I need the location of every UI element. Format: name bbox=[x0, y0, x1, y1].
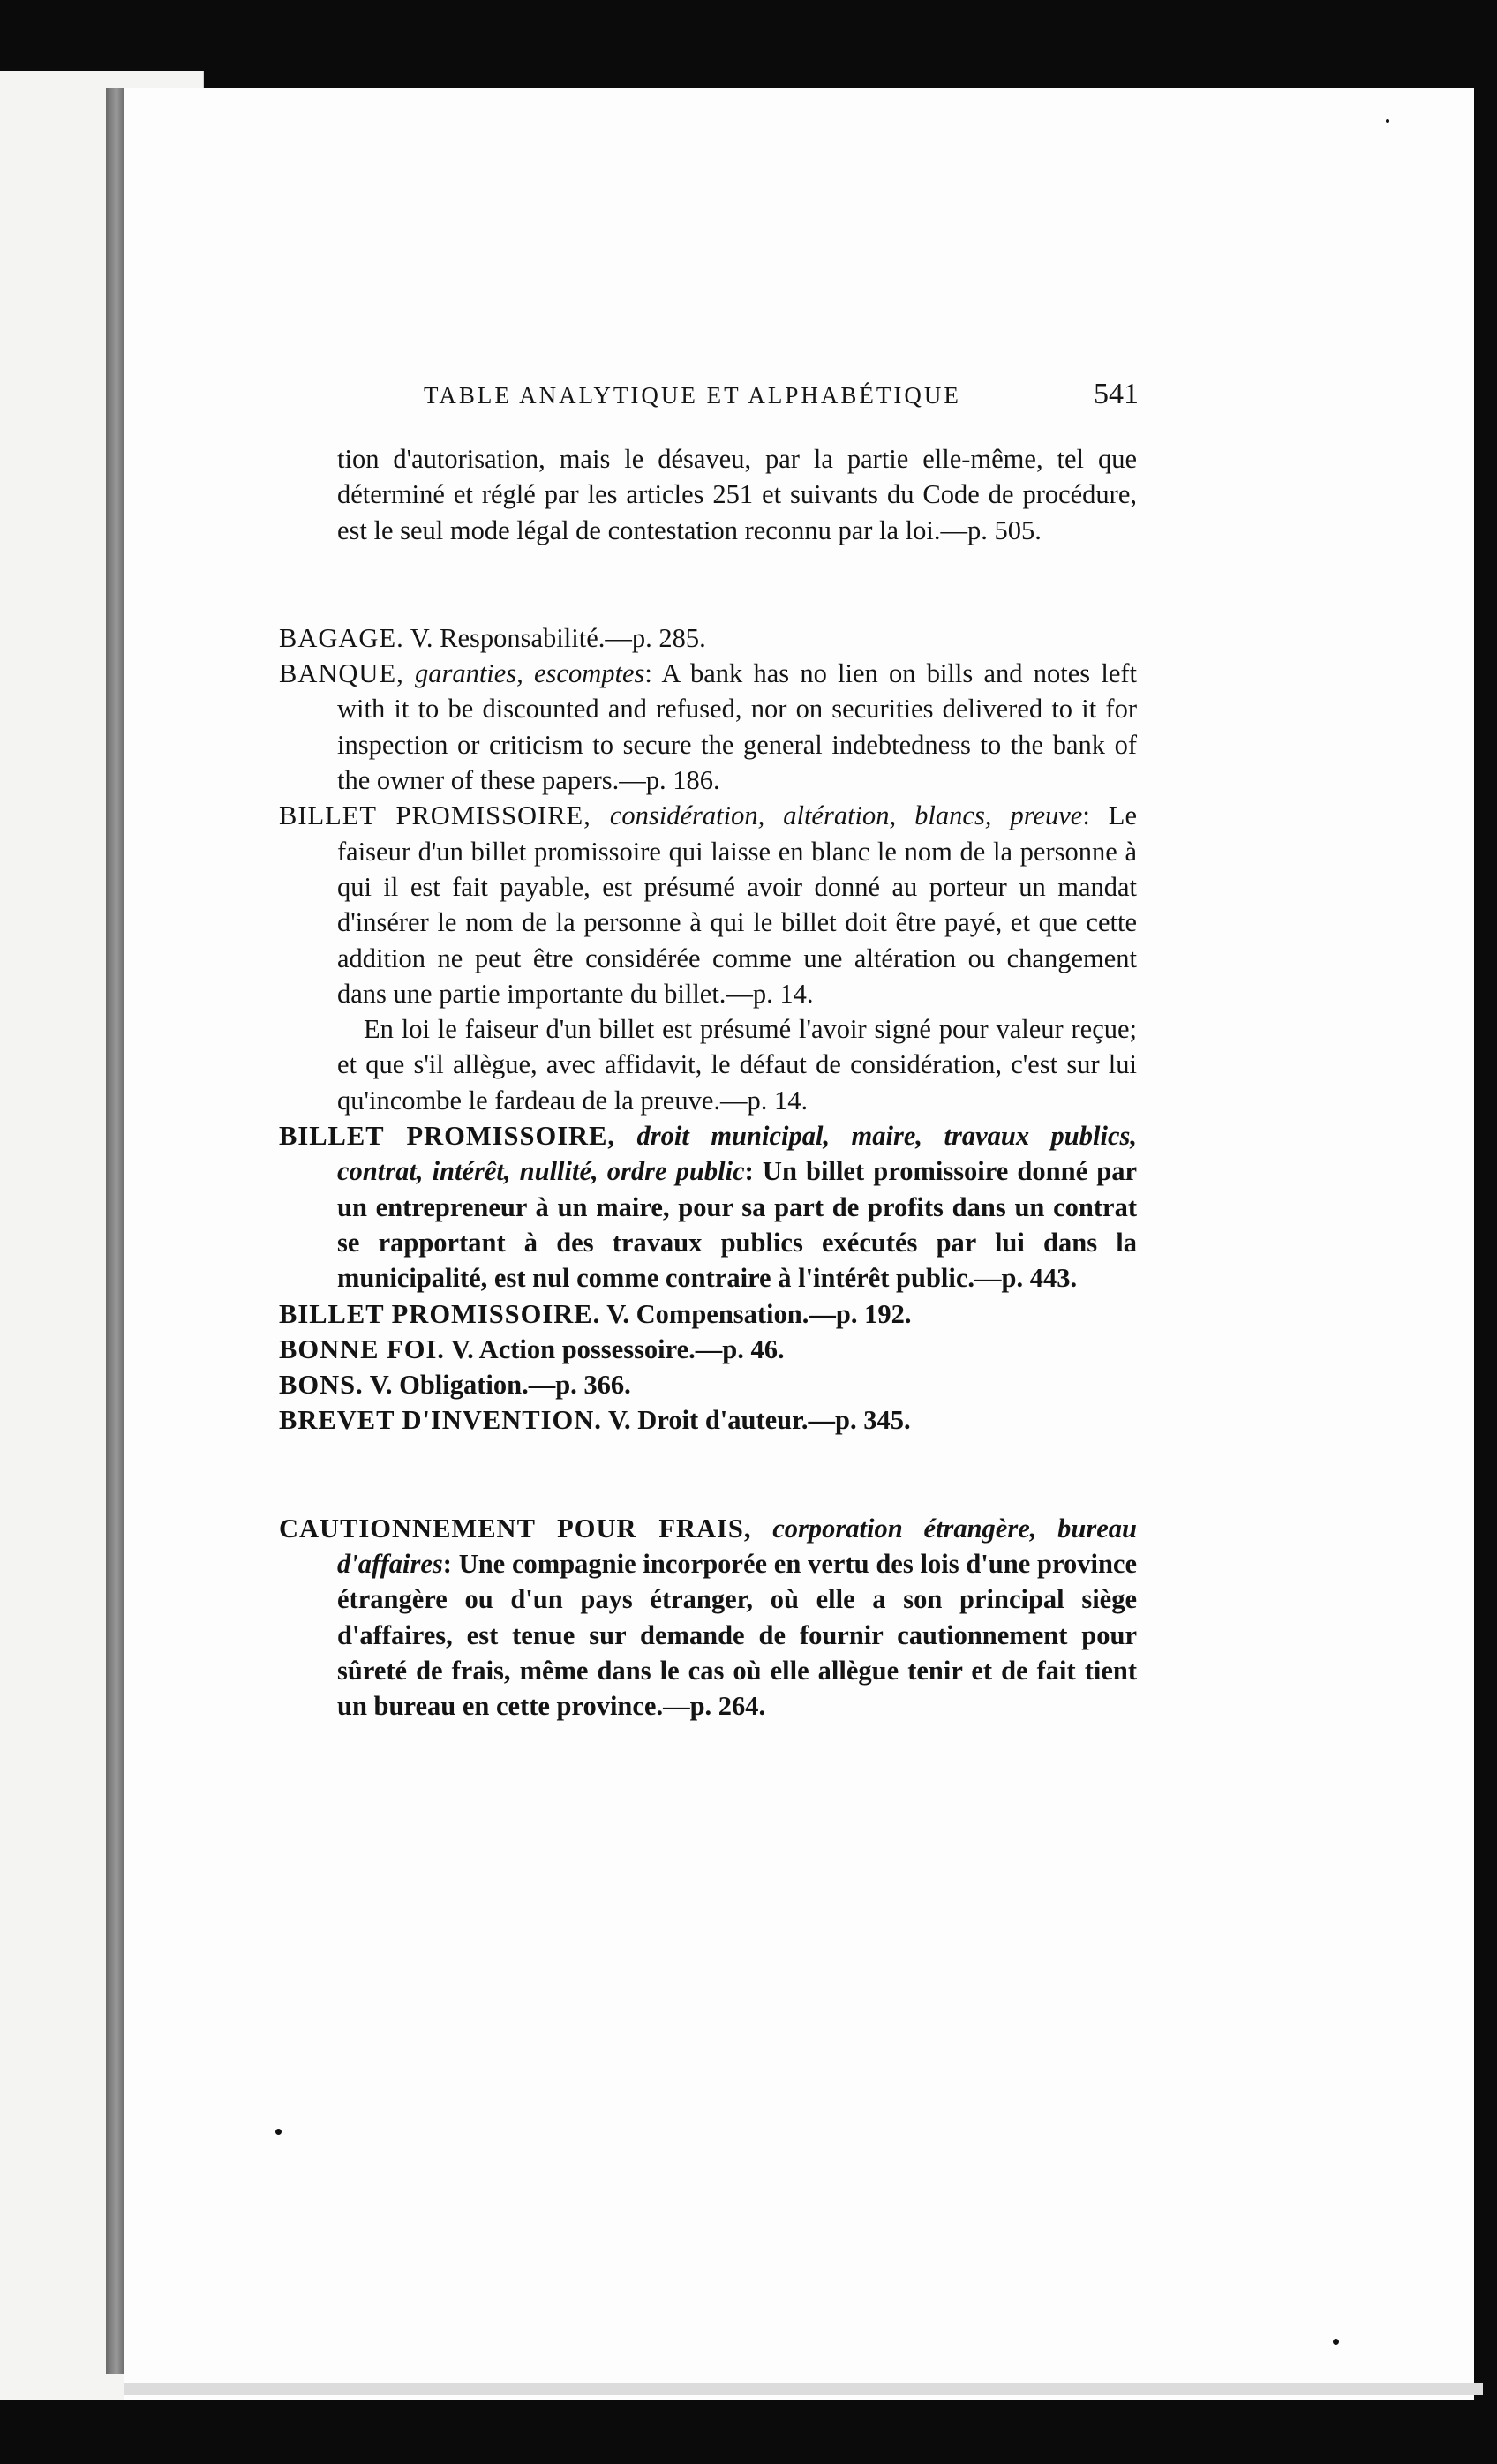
entry-keywords: corporation étrangère, bureau d'affaires bbox=[337, 1513, 1137, 1580]
entry-body: V. Droit d'auteur.—p. 345. bbox=[601, 1405, 911, 1436]
entry-headword: BILLET PROMISSOIRE, bbox=[279, 1121, 616, 1152]
index-entry bbox=[279, 1511, 1137, 1724]
index-text bbox=[279, 441, 1137, 1724]
entry-body: V. Action possessoire.—p. 46. bbox=[444, 1333, 785, 1364]
index-entry bbox=[279, 1296, 1137, 1332]
entry-headword: BILLET PROMISSOIRE, bbox=[279, 800, 591, 831]
speck bbox=[1386, 119, 1389, 123]
entry-headword: BONS. bbox=[279, 1370, 364, 1401]
entry-body: V. Compensation.—p. 192. bbox=[600, 1298, 912, 1329]
index-entry bbox=[279, 798, 1137, 1011]
entry-keywords: droit municipal, maire, travaux publics, contrat, intérêt, nullité, ordre public bbox=[337, 1121, 1137, 1187]
section-gap bbox=[279, 548, 1137, 620]
continuation-paragraph: tion d'autorisation, mais le désaveu, par la partie elle-même, tel que déterminé et réglé par les articles 251 et suivants du Code de procédure, est le seul mode légal de contestation reconnu par la loi.—p. 505. bbox=[337, 444, 1137, 545]
entry-headword: BREVET D'INVENTION. bbox=[279, 1405, 602, 1436]
entry-body: : A bank has no lien on bills and notes left with it to be discounted and refused, nor on securities delivered to it for inspection or criticism to secure the general indebtedness to the bank of the owner of these papers.—p. 186. bbox=[337, 658, 1138, 796]
index-entry bbox=[279, 656, 1137, 798]
index-entry bbox=[279, 1118, 1137, 1296]
entry-headword: BONNE FOI. bbox=[279, 1333, 445, 1364]
index-entry bbox=[279, 1332, 1137, 1367]
entry-keywords: garanties, escomptes bbox=[414, 658, 645, 689]
entry-sub-paragraph: En loi le faiseur d'un billet est présumé l'avoir signé pour valeur reçue; et que s'il allègue, avec affidavit, le défaut de considération, c'est sur lui qu'incombe le fardeau de la preuve.—p. 14. bbox=[337, 1014, 1137, 1116]
entry-body: V. Obligation.—p. 366. bbox=[363, 1370, 631, 1401]
running-head-title: TABLE ANALYTIQUE ET ALPHABÉTIQUE bbox=[424, 382, 961, 409]
section-gap bbox=[279, 1439, 1137, 1511]
entry-headword: CAUTIONNEMENT POUR FRAIS, bbox=[279, 1513, 752, 1544]
page-edge bbox=[124, 2383, 1483, 2395]
entry-headword: BILLET PROMISSOIRE. bbox=[279, 1298, 601, 1329]
running-head bbox=[424, 378, 1139, 411]
entry-body: : Le faiseur d'un billet promissoire qui laisse en blanc le nom de la personne à qui il est fait payable, est présumé avoir donné au porteur un mandat d'insérer le nom de la personne à qui le billet doit être payé, et que cette addition ne peut être considérée comme une altération ou changement dans une partie importante du billet.—p. 14. bbox=[337, 800, 1137, 1009]
entry-keywords: considération, altération, blancs, preuve bbox=[609, 800, 1083, 831]
entry-headword: BANQUE, bbox=[279, 658, 404, 689]
entry-body: V. Responsabilité.—p. 285. bbox=[403, 622, 706, 653]
speck bbox=[1333, 2339, 1339, 2345]
index-entry bbox=[279, 1402, 1137, 1438]
speck bbox=[275, 2129, 282, 2135]
entry-body: : Une compagnie incorporée en vertu des lois d'une province étrangère ou d'un pays étranger, où elle a son principal siège d'affaires, est tenue sur demande de fournir cautionnement pour sûreté de frais, même dans le cas où elle allègue tenir et de fait tient un bureau en cette province.—p. 264. bbox=[337, 1549, 1137, 1722]
entry-headword: BAGAGE. bbox=[279, 622, 404, 653]
index-entry bbox=[279, 1367, 1137, 1402]
entry-body: : Un billet promissoire donné par un entrepreneur à un maire, pour sa part de profits dans un contrat se rapportant à des travaux publics exécutés par lui dans la municipalité, est nul comme contraire à l'intérêt public.—p. 443. bbox=[337, 1156, 1137, 1294]
page-number: 541 bbox=[1094, 378, 1139, 410]
index-entry bbox=[279, 620, 1137, 656]
